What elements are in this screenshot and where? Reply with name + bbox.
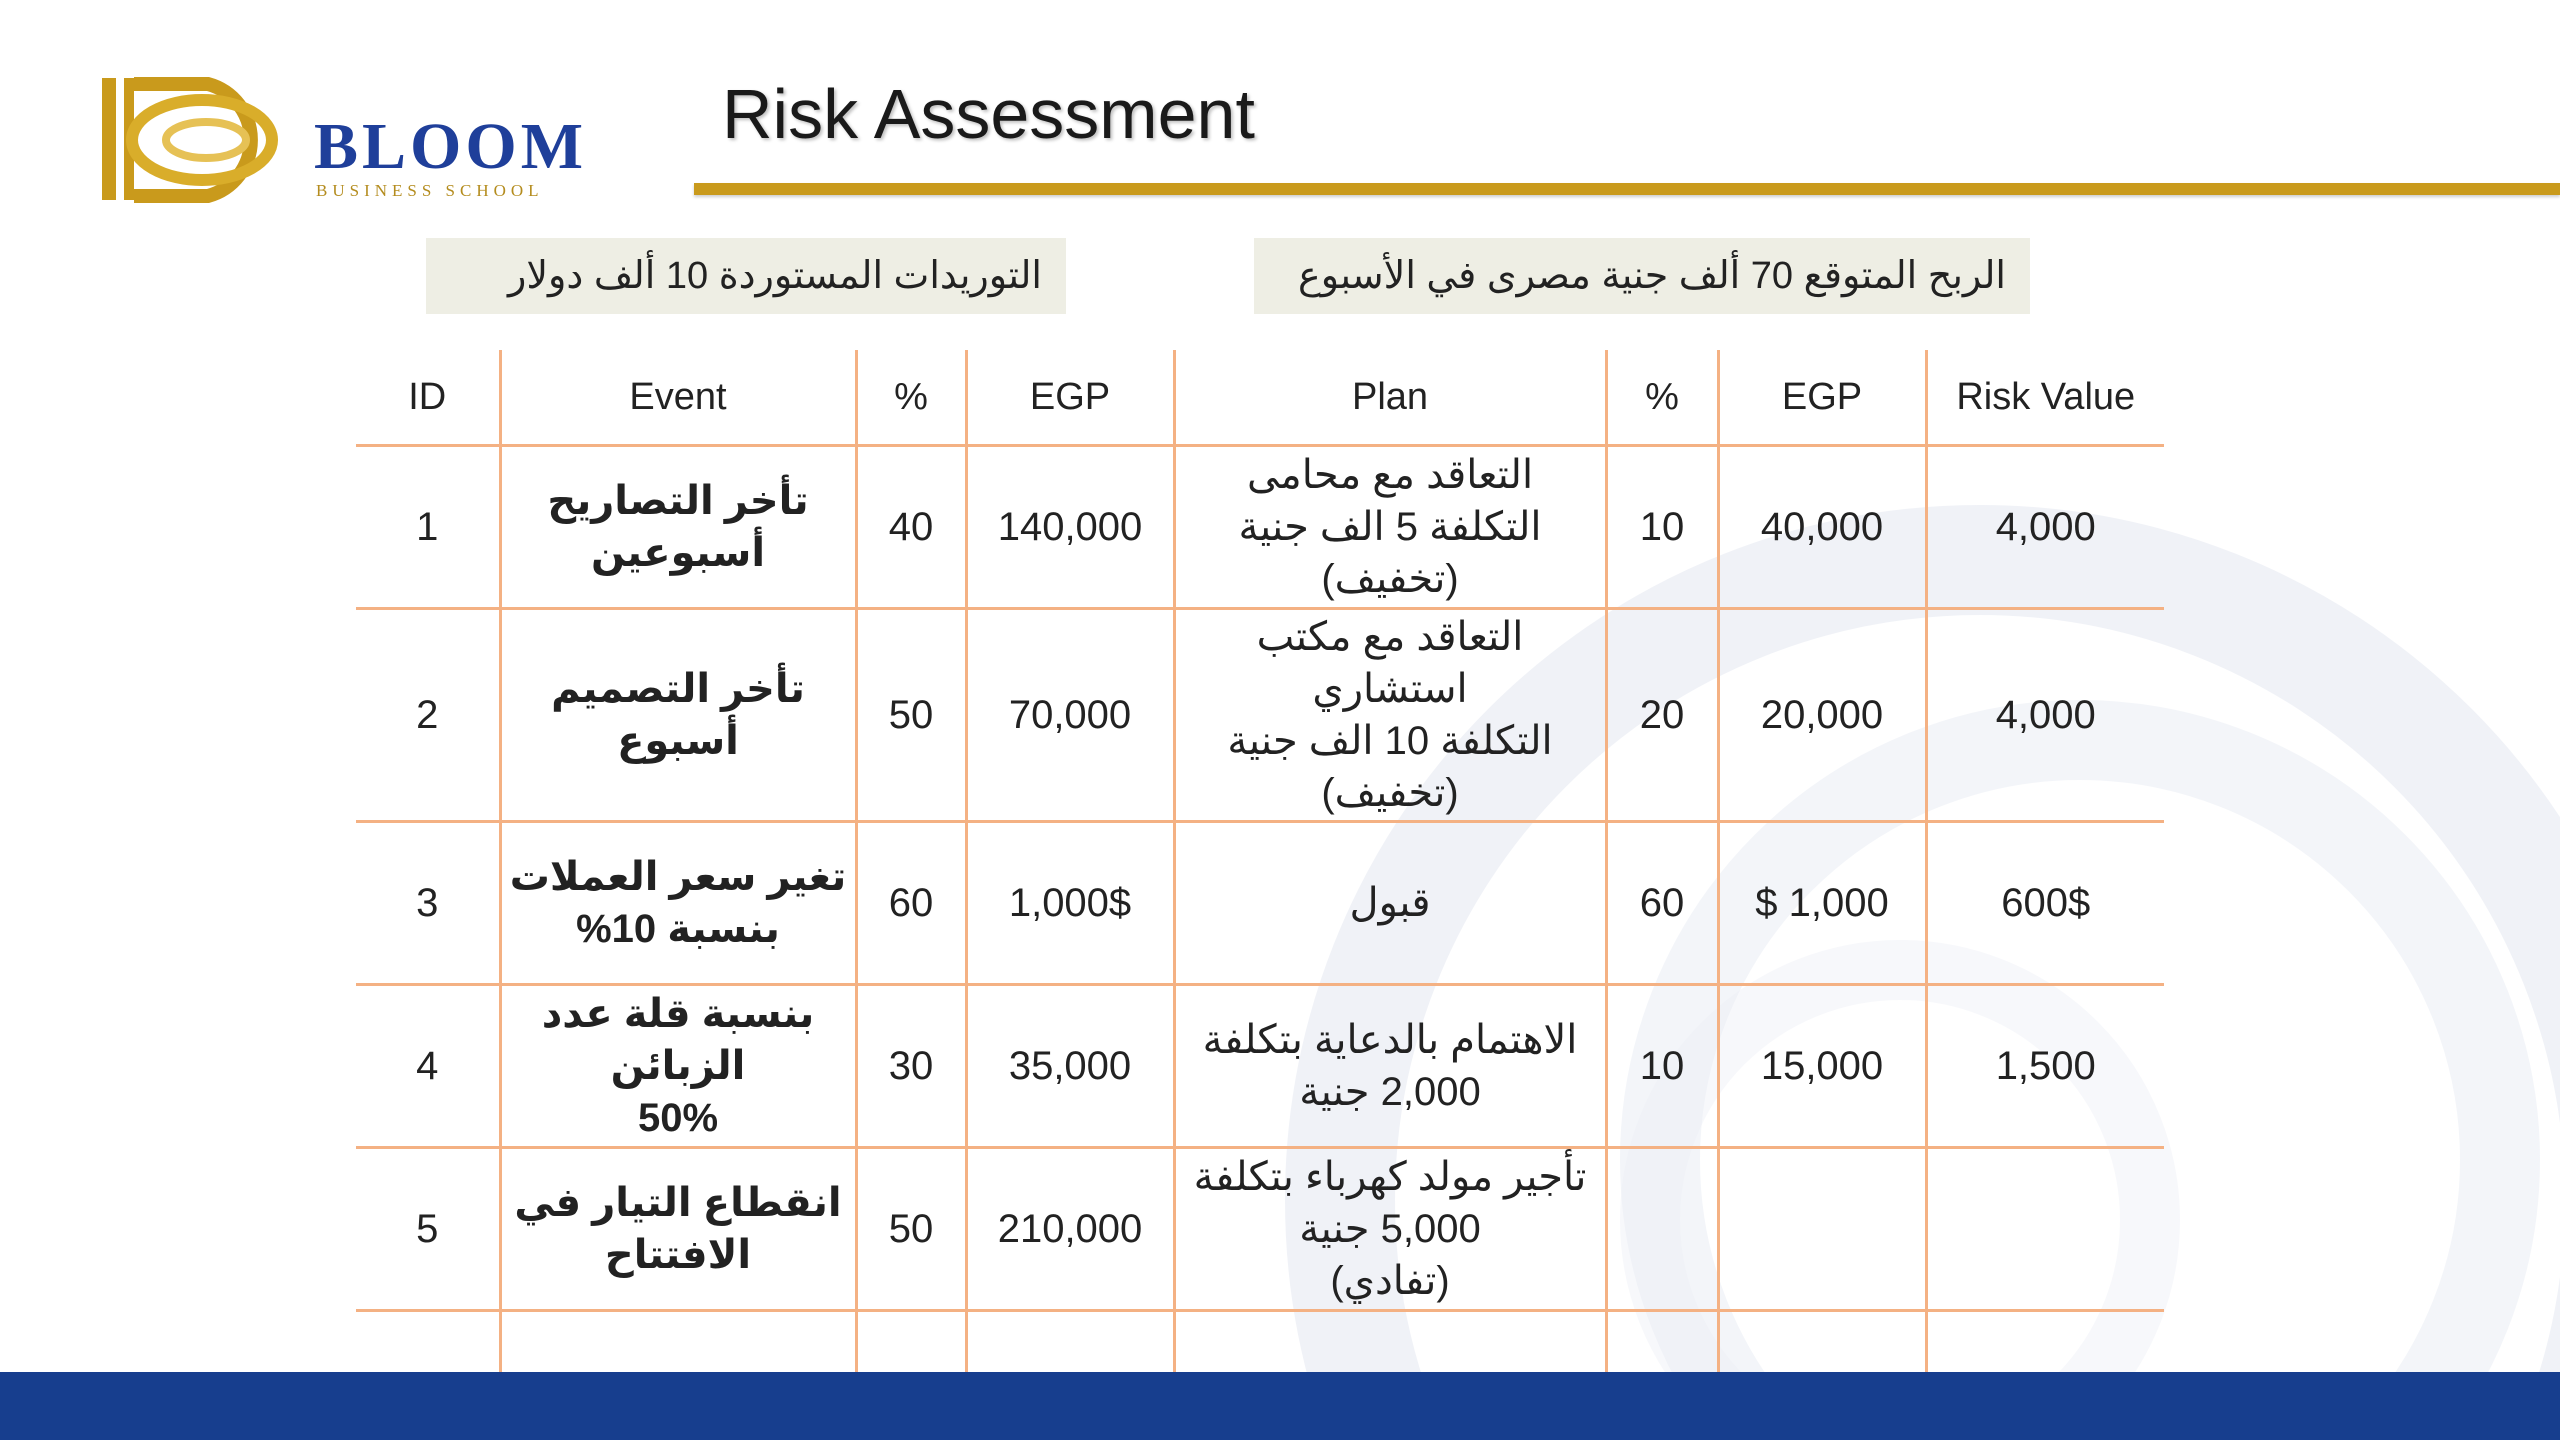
cell-residual-egp: 40,000 [1718, 446, 1926, 609]
table-row [356, 446, 2164, 609]
empty-cell [856, 1311, 966, 1375]
profit-info-box: الربح المتوقع 70 ألف جنية مصرى في الأسبوع [1254, 238, 2030, 314]
cell-egp: 35,000 [966, 985, 1174, 1148]
header-plan: Plan [1174, 350, 1606, 446]
cell-id: 4 [356, 985, 500, 1148]
logo-wordmark: BLOOM [314, 110, 588, 183]
cell-id: 5 [356, 1148, 500, 1311]
title-divider [694, 183, 2560, 195]
header-id: ID [356, 350, 500, 446]
brand-logo [98, 70, 638, 210]
cell-residual-egp: 15,000 [1718, 985, 1926, 1148]
cell-residual-probability: 10 [1606, 985, 1718, 1148]
cell-event: تأخر التصميم أسبوع [500, 609, 856, 822]
empty-cell [966, 1311, 1174, 1375]
table-row [356, 1148, 2164, 1311]
cell-egp: 140,000 [966, 446, 1174, 609]
empty-cell [356, 1311, 500, 1375]
cell-event: انقطاع التيار في الافتتاح [500, 1148, 856, 1311]
empty-cell [1606, 1311, 1718, 1375]
cell-event: بنسبة قلة عدد الزبائن 50% [500, 985, 856, 1148]
cell-probability: 40 [856, 446, 966, 609]
cell-plan: الاهتمام بالدعاية بتكلفة 2,000 جنية [1174, 985, 1606, 1148]
cell-residual-egp: 20,000 [1718, 609, 1926, 822]
table-row [356, 985, 2164, 1148]
cell-residual-egp: $ 1,000 [1718, 822, 1926, 985]
empty-cell [1174, 1311, 1606, 1375]
footer-bar [0, 1372, 2560, 1440]
table-header-row [356, 350, 2164, 446]
cell-probability: 50 [856, 1148, 966, 1311]
cell-egp: 70,000 [966, 609, 1174, 822]
cell-plan: التعاقد مع محامى التكلفة 5 الف جنية (تخفيف) [1174, 446, 1606, 609]
cell-egp: 210,000 [966, 1148, 1174, 1311]
risk-table [356, 350, 2164, 1374]
cell-event: تغير سعر العملات بنسبة 10% [500, 822, 856, 985]
cell-residual-probability [1606, 1148, 1718, 1311]
cell-id: 3 [356, 822, 500, 985]
header-risk-value: Risk Value [1926, 350, 2164, 446]
cell-residual-probability: 20 [1606, 609, 1718, 822]
header-probability: % [856, 350, 966, 446]
cell-probability: 30 [856, 985, 966, 1148]
cell-residual-egp [1718, 1148, 1926, 1311]
cell-probability: 50 [856, 609, 966, 822]
cell-risk-value [1926, 1148, 2164, 1311]
cell-risk-value: 1,500 [1926, 985, 2164, 1148]
cell-residual-probability: 10 [1606, 446, 1718, 609]
header-event: Event [500, 350, 856, 446]
table-row-empty [356, 1311, 2164, 1375]
cell-risk-value: 600$ [1926, 822, 2164, 985]
cell-residual-probability: 60 [1606, 822, 1718, 985]
cell-egp: 1,000$ [966, 822, 1174, 985]
logo-emblem-icon [98, 70, 308, 210]
header-egp: EGP [966, 350, 1174, 446]
cell-risk-value: 4,000 [1926, 609, 2164, 822]
empty-cell [1926, 1311, 2164, 1375]
logo-tagline: BUSINESS SCHOOL [316, 181, 544, 200]
cell-plan: التعاقد مع مكتب استشاري التكلفة 10 الف جنية (تخفيف) [1174, 609, 1606, 822]
empty-cell [500, 1311, 856, 1375]
cell-plan: تأجير مولد كهرباء بتكلفة 5,000 جنية (تفادي) [1174, 1148, 1606, 1311]
cell-event: تأخر التصاريح أسبوعين [500, 446, 856, 609]
table-row [356, 822, 2164, 985]
imports-info-box: التوريدات المستوردة 10 ألف دولار [426, 238, 1066, 314]
cell-id: 2 [356, 609, 500, 822]
cell-risk-value: 4,000 [1926, 446, 2164, 609]
cell-probability: 60 [856, 822, 966, 985]
header-residual-probability: % [1606, 350, 1718, 446]
cell-id: 1 [356, 446, 500, 609]
cell-plan: قبول [1174, 822, 1606, 985]
header-residual-egp: EGP [1718, 350, 1926, 446]
table-row [356, 609, 2164, 822]
empty-cell [1718, 1311, 1926, 1375]
page-title: Risk Assessment [722, 75, 1255, 153]
